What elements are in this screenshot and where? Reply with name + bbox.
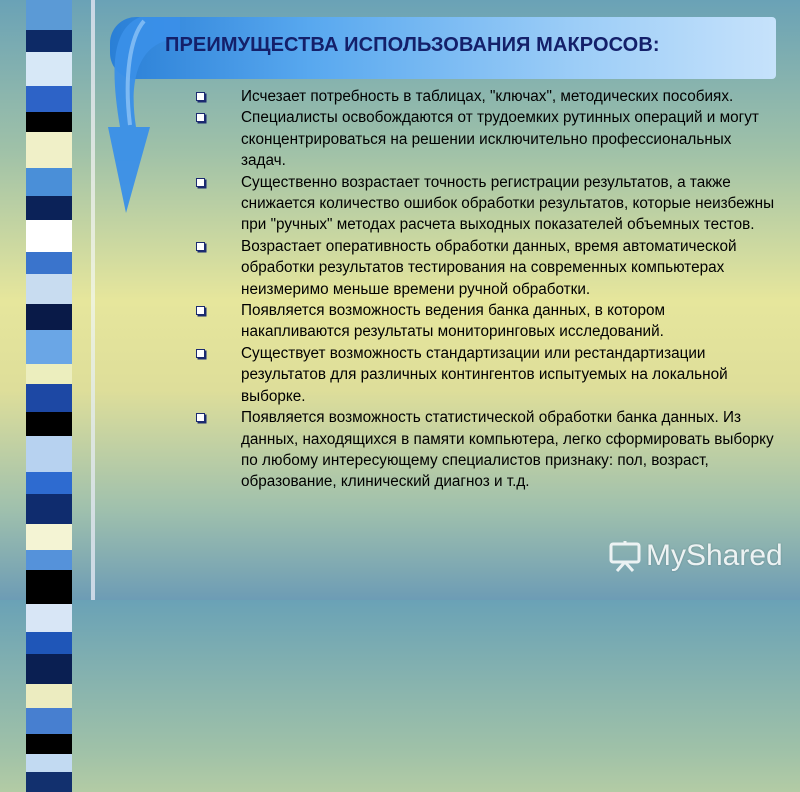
- stripe-segment: [26, 754, 72, 772]
- bullet-text: Появляется возможность ведения банка данных, в котором накапливаются результаты мониторинговых исследований.: [241, 302, 665, 341]
- bullet-item: [196, 236, 776, 300]
- stripe-segment: [26, 220, 72, 252]
- square-bullet-icon: [196, 178, 205, 187]
- square-bullet-icon: [196, 349, 205, 358]
- stripe-segment: [26, 330, 72, 364]
- watermark: [608, 536, 783, 576]
- bullet-item: [196, 172, 776, 236]
- square-bullet-icon: [196, 113, 205, 122]
- presentation-board-icon: [608, 539, 642, 573]
- bullet-text: Существенно возрастает точность регистрации результатов, а также снижается количество ошибок обработки результатов, которые неизбежны при "ручных" методах расчета выходных показателей объемных тестов.: [241, 173, 775, 234]
- stripe-segment: [26, 196, 72, 220]
- stripe-segment: [26, 570, 72, 604]
- stripe-segment: [26, 364, 72, 384]
- bullet-item: [196, 343, 776, 407]
- stripe-segment: [26, 524, 72, 550]
- stripe-segment: [26, 168, 72, 196]
- stripe-segment: [26, 132, 72, 168]
- stripe-segment: [26, 684, 72, 708]
- bullet-item: [196, 107, 776, 171]
- stripe-segment: [26, 550, 72, 570]
- stripe-segment: [26, 252, 72, 274]
- bullet-text: Существует возможность стандартизации или рестандартизации результатов для различных контингентов испытуемых на локальной выборке.: [241, 344, 728, 405]
- stripe-segment: [26, 304, 72, 330]
- bullet-text: Возрастает оперативность обработки данных, время автоматической обработки результатов тестирования на современных компьютерах неизмеримо меньше времени ручной обработки.: [241, 237, 737, 298]
- slide-title: ПРЕИМУЩЕСТВА ИСПОЛЬЗОВАНИЯ МАКРОСОВ:: [165, 34, 660, 56]
- stripe-segment: [26, 86, 72, 112]
- stripe-segment: [26, 472, 72, 494]
- bullet-text: Специалисты освобождаются от трудоемких рутинных операций и могут сконцентрироваться на решении исключительно профессиональных задач.: [241, 109, 759, 170]
- watermark-text: MyShared: [646, 539, 783, 572]
- square-bullet-icon: [196, 242, 205, 251]
- stripe-segment: [26, 30, 72, 52]
- decorative-stripe-column: [26, 0, 72, 600]
- stripe-segment: [26, 52, 72, 86]
- stripe-segment: [26, 384, 72, 412]
- stripe-segment: [26, 112, 72, 132]
- stripe-segment: [26, 654, 72, 684]
- stripe-segment: [26, 734, 72, 754]
- bullet-text: Появляется возможность статистической обработки банка данных. Из данных, находящихся в памяти компьютера, легко сформировать выборку по любому интересующему специалистов признаку: пол, возраст, образование, клинический диагноз и т.д.: [241, 409, 774, 491]
- square-bullet-icon: [196, 413, 205, 422]
- stripe-segment: [26, 604, 72, 632]
- stripe-segment: [26, 436, 72, 472]
- square-bullet-icon: [196, 92, 205, 101]
- stripe-segment: [26, 632, 72, 654]
- bullet-text: Исчезает потребность в таблицах, "ключах", методических пособиях.: [241, 88, 734, 105]
- stripe-segment: [26, 274, 72, 304]
- stripe-segment: [26, 708, 72, 734]
- bullet-list: [196, 86, 776, 493]
- square-bullet-icon: [196, 306, 205, 315]
- stripe-segment: [26, 412, 72, 436]
- stripe-segment: [26, 0, 72, 30]
- stripe-segment: [26, 494, 72, 524]
- bullet-item: [196, 407, 776, 493]
- bullet-item: [196, 86, 776, 107]
- slide-left-edge: [91, 0, 95, 600]
- bullet-item: [196, 300, 776, 343]
- stripe-segment: [26, 772, 72, 792]
